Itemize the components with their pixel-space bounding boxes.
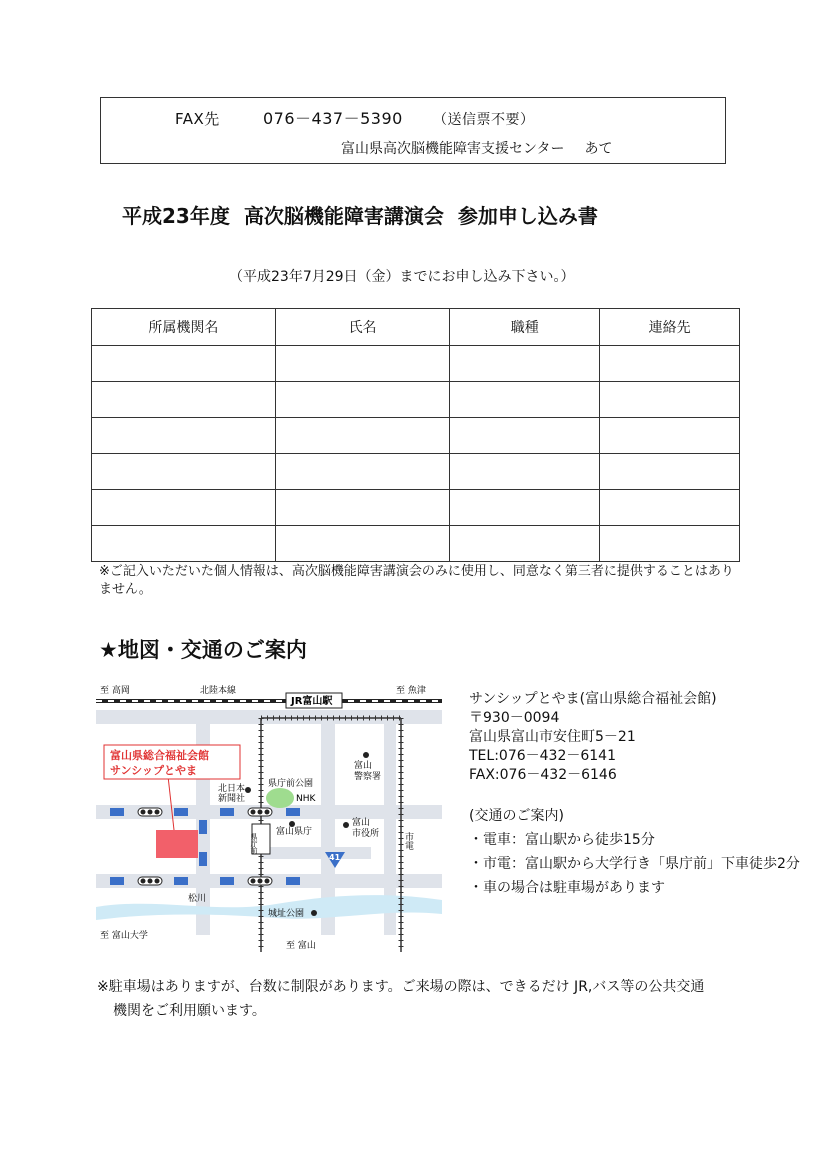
affiliation-cell[interactable] bbox=[92, 382, 276, 418]
title-event: 高次脳機能障害講演会 bbox=[243, 204, 444, 228]
header-name: 氏名 bbox=[275, 309, 450, 346]
table-header-row bbox=[92, 309, 740, 346]
affiliation-cell[interactable] bbox=[92, 490, 276, 526]
table-row bbox=[92, 454, 740, 490]
header-occupation: 職種 bbox=[450, 309, 600, 346]
privacy-note: ※ご記入いただいた個人情報は、高次脳機能障害講演会のみに使用し、同意なく第三者に提供することはありません。 bbox=[99, 564, 734, 597]
kencho-park-area bbox=[266, 788, 294, 808]
hokuriku-line-label: 北陸本線 bbox=[200, 686, 237, 696]
table-row bbox=[92, 346, 740, 382]
newspaper-marker bbox=[245, 787, 251, 793]
map-section-heading: ★地図・交通のご案内 bbox=[99, 638, 307, 662]
table-row bbox=[92, 418, 740, 454]
route-41-label: 41 bbox=[329, 853, 341, 862]
newspaper-label-line2: 新聞社 bbox=[218, 794, 246, 804]
contact-cell[interactable] bbox=[600, 454, 740, 490]
contact-cell[interactable] bbox=[600, 418, 740, 454]
contact-cell[interactable] bbox=[600, 382, 740, 418]
occupation-cell[interactable] bbox=[450, 454, 600, 490]
venue-tel: TEL:076－432－6141 bbox=[469, 748, 616, 764]
tram-line-label: 市電 bbox=[403, 832, 413, 850]
parking-note-line1: ※駐車場はありますが、台数に制限があります。ご来場の際は、できるだけ JR,バス等の公共交通 bbox=[97, 979, 705, 995]
traffic-signal bbox=[138, 808, 162, 816]
occupation-cell[interactable] bbox=[450, 418, 600, 454]
contact-cell[interactable] bbox=[600, 346, 740, 382]
fax-recipient-line bbox=[341, 138, 612, 158]
transit-info bbox=[469, 804, 800, 900]
fax-note: （送信票不要） bbox=[433, 112, 535, 128]
facility-label-line2: サンシップとやま bbox=[110, 764, 197, 777]
newspaper-label-line1: 北日本 bbox=[218, 784, 246, 794]
transit-item: ・車の場合は駐車場があります bbox=[469, 880, 665, 896]
header-affiliation: 所属機関名 bbox=[92, 309, 276, 346]
occupation-cell[interactable] bbox=[450, 526, 600, 562]
facility-building bbox=[156, 830, 198, 858]
venue-name: サンシップとやま(富山県総合福祉会館) bbox=[469, 691, 717, 707]
tram-stop-label: 県庁前 bbox=[250, 833, 258, 854]
traffic-signal bbox=[248, 877, 272, 885]
fax-line bbox=[175, 106, 535, 129]
deadline-note: （平成23年7月29日（金）までにお申し込み下さい。） bbox=[229, 269, 575, 285]
fax-header-box bbox=[100, 97, 726, 164]
venue-address bbox=[469, 690, 717, 785]
venue-fax: FAX:076－432－6146 bbox=[469, 767, 617, 783]
cityhall-marker bbox=[343, 822, 349, 828]
pref-office-label: 富山県庁 bbox=[276, 827, 313, 837]
road-horizontal bbox=[261, 847, 371, 859]
access-map bbox=[96, 682, 442, 952]
occupation-cell[interactable] bbox=[450, 490, 600, 526]
venue-street: 富山県富山市安住町5－21 bbox=[469, 729, 636, 745]
facility-label-line1: 富山県総合福祉会館 bbox=[110, 749, 209, 762]
contact-cell[interactable] bbox=[600, 490, 740, 526]
jr-station-label: JR富山駅 bbox=[291, 696, 333, 707]
occupation-cell[interactable] bbox=[450, 382, 600, 418]
nhk-label: NHK bbox=[296, 794, 316, 804]
police-marker bbox=[363, 752, 369, 758]
venue-postal: 〒930－0094 bbox=[469, 710, 560, 726]
fax-recipient-suffix: あて bbox=[584, 141, 613, 157]
cityhall-label-line2: 市役所 bbox=[352, 829, 380, 839]
traffic-signal bbox=[138, 877, 162, 885]
fax-number: 076－437－5390 bbox=[263, 109, 403, 128]
cityhall-label-line1: 富山 bbox=[352, 818, 371, 828]
occupation-cell[interactable] bbox=[450, 346, 600, 382]
kencho-park-label: 県庁前公園 bbox=[268, 779, 314, 789]
table-row bbox=[92, 490, 740, 526]
police-label-line1: 富山 bbox=[354, 761, 373, 771]
application-form-table bbox=[91, 308, 740, 562]
matsukawa-label: 松川 bbox=[188, 894, 207, 904]
traffic-signal bbox=[248, 808, 272, 816]
to-takaoka-label: 至 高岡 bbox=[100, 686, 130, 696]
affiliation-cell[interactable] bbox=[92, 454, 276, 490]
transit-item: ・市電：富山駅から大学行き「県庁前」下車徒歩2分 bbox=[469, 856, 800, 872]
castle-park-label: 城址公園 bbox=[268, 909, 305, 919]
to-uozu-label: 至 魚津 bbox=[396, 686, 426, 696]
parking-note-line2: 機関をご利用願います。 bbox=[113, 1003, 266, 1019]
castle-park-marker bbox=[311, 910, 317, 916]
affiliation-cell[interactable] bbox=[92, 346, 276, 382]
name-cell[interactable] bbox=[275, 382, 450, 418]
affiliation-cell[interactable] bbox=[92, 526, 276, 562]
name-cell[interactable] bbox=[275, 526, 450, 562]
name-cell[interactable] bbox=[275, 454, 450, 490]
name-cell[interactable] bbox=[275, 418, 450, 454]
fax-recipient: 富山県高次脳機能障害支援センター bbox=[341, 141, 565, 157]
title-year: 平成23年度 bbox=[122, 204, 230, 228]
table-row bbox=[92, 382, 740, 418]
header-contact: 連絡先 bbox=[600, 309, 740, 346]
page-title bbox=[122, 200, 612, 229]
title-form: 参加申し込み書 bbox=[457, 204, 598, 228]
parking-note bbox=[97, 975, 747, 1023]
name-cell[interactable] bbox=[275, 346, 450, 382]
transit-heading: (交通のご案内) bbox=[469, 808, 564, 824]
contact-cell[interactable] bbox=[600, 526, 740, 562]
table-row bbox=[92, 526, 740, 562]
affiliation-cell[interactable] bbox=[92, 418, 276, 454]
transit-item: ・電車：富山駅から徒歩15分 bbox=[469, 832, 655, 848]
police-label-line2: 警察署 bbox=[354, 772, 382, 782]
to-toyama-label: 至 富山 bbox=[286, 941, 316, 951]
to-univ-label: 至 富山大学 bbox=[100, 931, 148, 941]
name-cell[interactable] bbox=[275, 490, 450, 526]
fax-label: FAX先 bbox=[175, 110, 220, 128]
